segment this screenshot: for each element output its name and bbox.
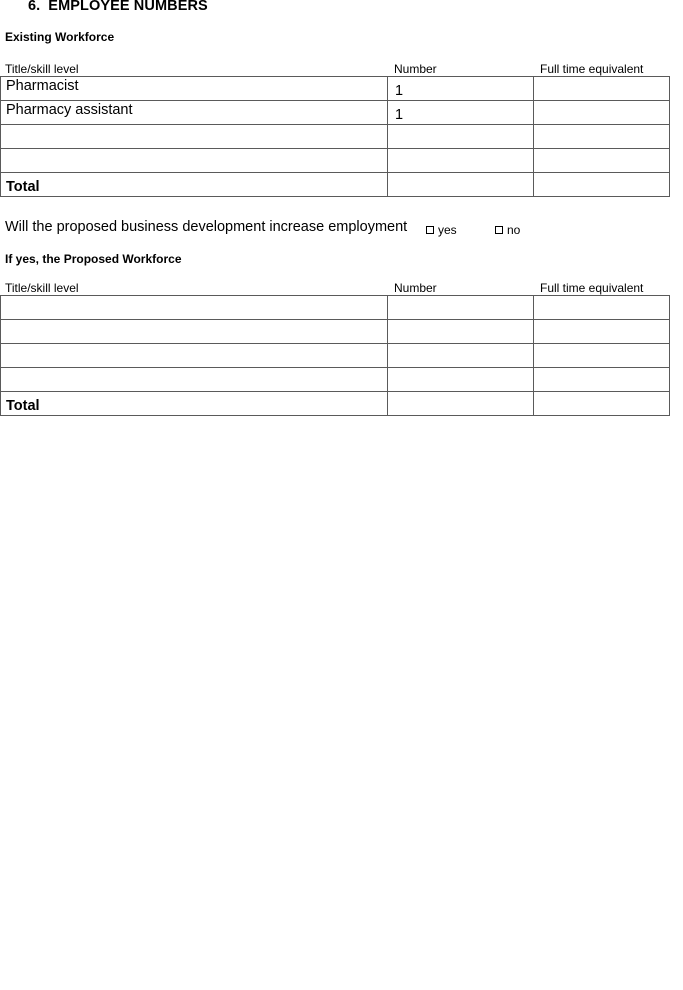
number-cell[interactable] xyxy=(388,344,534,368)
existing-col-number-header: Number xyxy=(394,62,437,76)
number-cell[interactable] xyxy=(388,125,534,149)
table-row xyxy=(1,344,670,368)
table-row xyxy=(1,320,670,344)
proposed-col-number-header: Number xyxy=(394,281,437,295)
number-cell[interactable]: 1 xyxy=(388,101,534,125)
title-cell[interactable] xyxy=(1,125,388,149)
total-label: Total xyxy=(1,173,388,197)
question-text: Will the proposed business development increase employment xyxy=(5,219,408,235)
proposed-workforce-table xyxy=(0,295,670,416)
total-fte-cell[interactable] xyxy=(534,392,670,416)
number-cell[interactable] xyxy=(388,320,534,344)
yes-checkbox[interactable] xyxy=(426,226,434,234)
fte-cell[interactable] xyxy=(534,77,670,101)
existing-col-fte-header: Full time equivalent xyxy=(540,62,644,76)
total-label: Total xyxy=(1,392,388,416)
title-cell[interactable] xyxy=(1,344,388,368)
total-number-cell[interactable] xyxy=(388,392,534,416)
proposed-col-fte-header: Full time equivalent xyxy=(540,281,644,295)
fte-cell[interactable] xyxy=(534,149,670,173)
existing-workforce-table xyxy=(0,76,670,197)
no-label: no xyxy=(507,223,521,237)
proposed-col-title-header: Title/skill level xyxy=(5,281,79,295)
fte-cell[interactable] xyxy=(534,368,670,392)
yes-label: yes xyxy=(438,223,457,237)
number-cell[interactable] xyxy=(388,368,534,392)
table-row xyxy=(1,125,670,149)
table-row xyxy=(1,296,670,320)
existing-col-title-header: Title/skill level xyxy=(5,62,79,76)
no-option[interactable] xyxy=(495,223,520,237)
section-number: 6. xyxy=(28,0,41,14)
total-row xyxy=(1,173,670,197)
title-cell[interactable] xyxy=(1,149,388,173)
fte-cell[interactable] xyxy=(534,320,670,344)
yes-option[interactable] xyxy=(426,223,457,237)
title-cell[interactable] xyxy=(1,320,388,344)
table-row xyxy=(1,77,670,101)
number-cell[interactable] xyxy=(388,296,534,320)
section-title xyxy=(28,0,208,14)
table-row xyxy=(1,368,670,392)
number-cell[interactable] xyxy=(388,149,534,173)
fte-cell[interactable] xyxy=(534,344,670,368)
total-row xyxy=(1,392,670,416)
fte-cell[interactable] xyxy=(534,125,670,149)
table-row xyxy=(1,149,670,173)
table-row xyxy=(1,101,670,125)
title-cell[interactable] xyxy=(1,296,388,320)
section-title-text: EMPLOYEE NUMBERS xyxy=(48,0,208,14)
title-cell[interactable] xyxy=(1,368,388,392)
increase-employment-question xyxy=(5,219,407,235)
fte-cell[interactable] xyxy=(534,101,670,125)
title-cell[interactable]: Pharmacy assistant xyxy=(1,101,388,125)
title-cell[interactable]: Pharmacist xyxy=(1,77,388,101)
existing-workforce-heading: Existing Workforce xyxy=(5,30,115,44)
proposed-workforce-heading: If yes, the Proposed Workforce xyxy=(5,252,182,266)
no-checkbox[interactable] xyxy=(495,226,503,234)
number-cell[interactable]: 1 xyxy=(388,77,534,101)
fte-cell[interactable] xyxy=(534,296,670,320)
total-number-cell[interactable] xyxy=(388,173,534,197)
total-fte-cell[interactable] xyxy=(534,173,670,197)
